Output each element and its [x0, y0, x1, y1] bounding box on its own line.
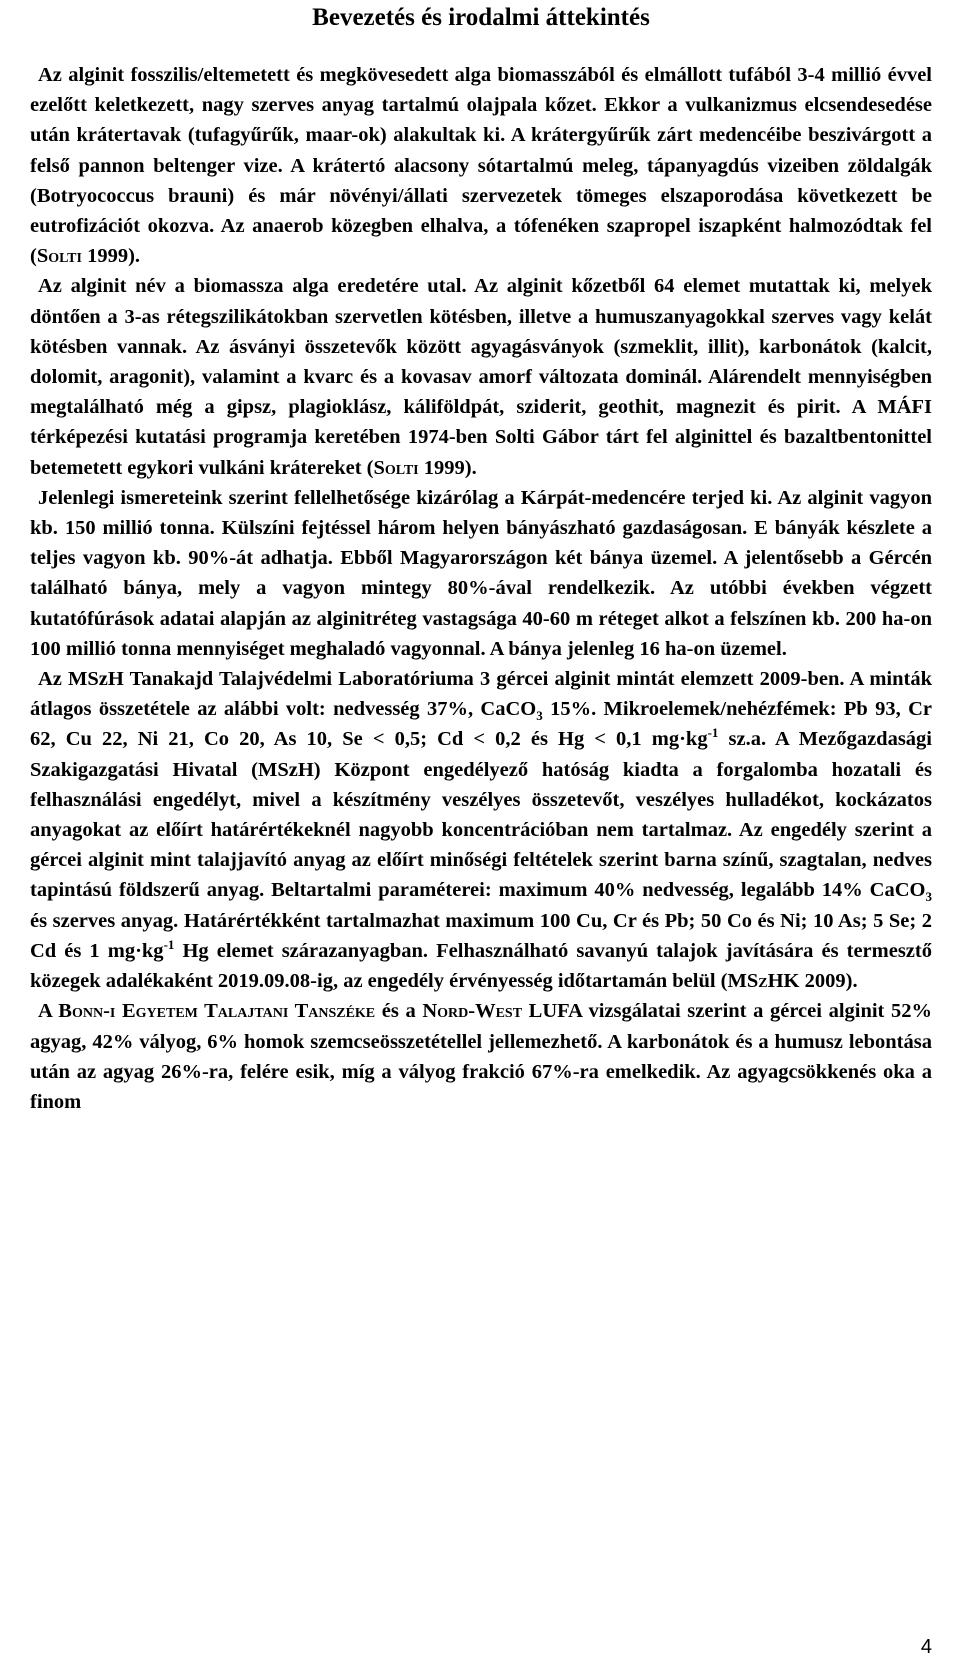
citation-solti: Solti [373, 456, 419, 479]
paragraph-3-text: Jelenlegi ismereteink szerint fellelhetősége kizárólag a Kárpát-medencére terjed ki. Az alginit vagyon kb. 150 millió tonna. Külszíni fejtéssel három helyen bányászható gazdaságosan. E bányák készlete a teljes vagyon kb. 90%-át adhatja. Ebből Magyarországon két bánya üzemel. A jelentősebb a Gércén található bánya, mely a vagyon mintegy 80%-ával rendelkezik. Az utóbbi években végzett kutatófúrások adatai alapján az alginitréteg vastagsága 40-60 m réteget alkot a felszínen kb. 200 ha-on 100 millió tonna mennyiséget meghaladó vagyonnal. A bánya jelenleg 16 ha-on üzemel. [30, 486, 932, 660]
paragraph-4-part-b: 15%. Mikroelemek/nehézfémek: Pb 93, Cr 62, Cu 22, Ni 21, Co 20, As 10, Se < 0,5; Cd < 0,2 és Hg < 0,1 mg·kg [30, 698, 932, 751]
citation-solti: Solti [36, 245, 82, 268]
paragraph-5-part-a: A [38, 1000, 59, 1023]
paragraph-4-end: 2009). [799, 970, 858, 993]
paragraph-1-text: Az alginit fosszilis/eltemetett és megkövesedett alga biomasszából és elmállott tufából 3-4 millió évvel ezelőtt keletkezett, nagy szerves anyag tartalmú olajpala kőzet. Ekkor a vulkanizmus elcsendesedése után krátertavak (tufagyűrűk, maar-ok) alakultak ki. A krátergyűrűk zárt medencéibe beszivárgott a felső pannon beltenger vize. A krátertó alacsony sótartalmú meleg, tápanyagdús vizeiben zöldalgák (Botryococcus brauni) és már növényi/állati szervezetek tömeges elszaporodása következett be eutrofizációt okozva. Az anaerob közegben elhalva, a tófenéken szapropel iszapként halmozódtak fel ( [30, 64, 932, 268]
paragraph-deposits [30, 483, 932, 664]
paragraph-4-part-e: Hg elemet szárazanyagban. Felhasználható savanyú talajok javítására és termesztő közegek adalékaként 2019.09.08-ig, az engedély érvényesség időtartamán belül ( [30, 939, 932, 993]
citation-mszhk: MSzHK [727, 970, 800, 993]
paragraph-analysis [30, 664, 932, 996]
paragraph-1-end: 1999). [81, 245, 141, 268]
superscript-minus-1: -1 [707, 725, 719, 741]
paragraph-origin [30, 60, 932, 271]
subscript-3: 3 [536, 708, 543, 724]
paragraph-5-part-b: és a [375, 1000, 423, 1023]
section-title: Bevezetés és irodalmi áttekintés [312, 4, 650, 31]
page-number: 4 [920, 1636, 932, 1658]
paragraph-2-text: Az alginit név a biomassza alga eredetére utal. Az alginit kőzetből 64 elemet mutattak ki, melyek döntően a 3-as rétegszilikátokban szervetlen kötésben, illetve a humuszanyagokkal szerves vagy kelát kötésben vannak. Az ásványi összetevők között agyagásványok (szmeklit, illit), karbonátok (kalcit, dolomit, aragonit), valamint a kvarc és a kovasav amorf változata dominál. Alárendelt mennyiségben megtalálható még a gipsz, plagioklász, káliföldpát, sziderit, geothit, magnezit és pirit. A MÁFI térképezési kutatási programja keretében 1974-ben Solti Gábor tárt fel alginittel és bazaltbentonittel betemetett egykori vulkáni krátereket ( [30, 275, 932, 479]
paragraph-4-part-d: és szerves anyag. Határértékként tartalmazhat maximum 100 Cu, Cr és Pb; 50 Co és Ni; 10 As; 5 Se; 2 Cd és 1 mg·kg [30, 909, 932, 962]
paragraph-2-end: 1999). [418, 456, 477, 479]
superscript-minus-1: -1 [163, 937, 175, 953]
document-page [30, 0, 932, 1117]
paragraph-4-part-c: sz.a. A Mezőgazdasági Szakigazgatási Hivatal (MSzH) Központ engedélyező hatóság kiadta a forgalomba hozatali és felhasználási engedélyt, mivel a készítmény veszélyes összetevőt, veszélyes hulladékot, kockázatos anyagokat az előírt határértékeknél nagyobb koncentrációban nem tartalmaz. Az engedély szerint a gércei alginit mint talajjavító anyag az előírt minőségi feltételek szerint barna színű, szagtalan, nedves tapintású földszerű anyag. Beltartalmi paraméterei: maximum 40% nedvesség, legalább 14% CaCO [30, 728, 932, 902]
paragraph-soil-texture [30, 996, 932, 1117]
organization-nord-west: Nord-West [422, 1000, 523, 1023]
paragraph-4-part-a: Az MSzH Tanakajd Talajvédelmi Laboratóriuma 3 gércei alginit mintát elemzett 2009-ben. A minták átlagos összetétele az alábbi volt: nedvesség 37%, CaCO [30, 668, 932, 721]
body-text [30, 60, 932, 1117]
paragraph-5-part-c: LUFA vizsgálatai szerint a gércei alginit 52% agyag, 42% vályog, 6% homok szemcseösszetétellel jellemezhető. A karbonátok és a humusz lebontása után az agyag 26%-ra, felére esik, míg a vályog frakció 67%-ra emelkedik. Az agyagcsökkenés oka a finom [30, 1000, 932, 1113]
subscript-3: 3 [925, 889, 932, 905]
paragraph-composition [30, 271, 932, 482]
organization-bonn: Bonn-i Egyetem Talajtani Tanszéke [58, 1000, 376, 1023]
